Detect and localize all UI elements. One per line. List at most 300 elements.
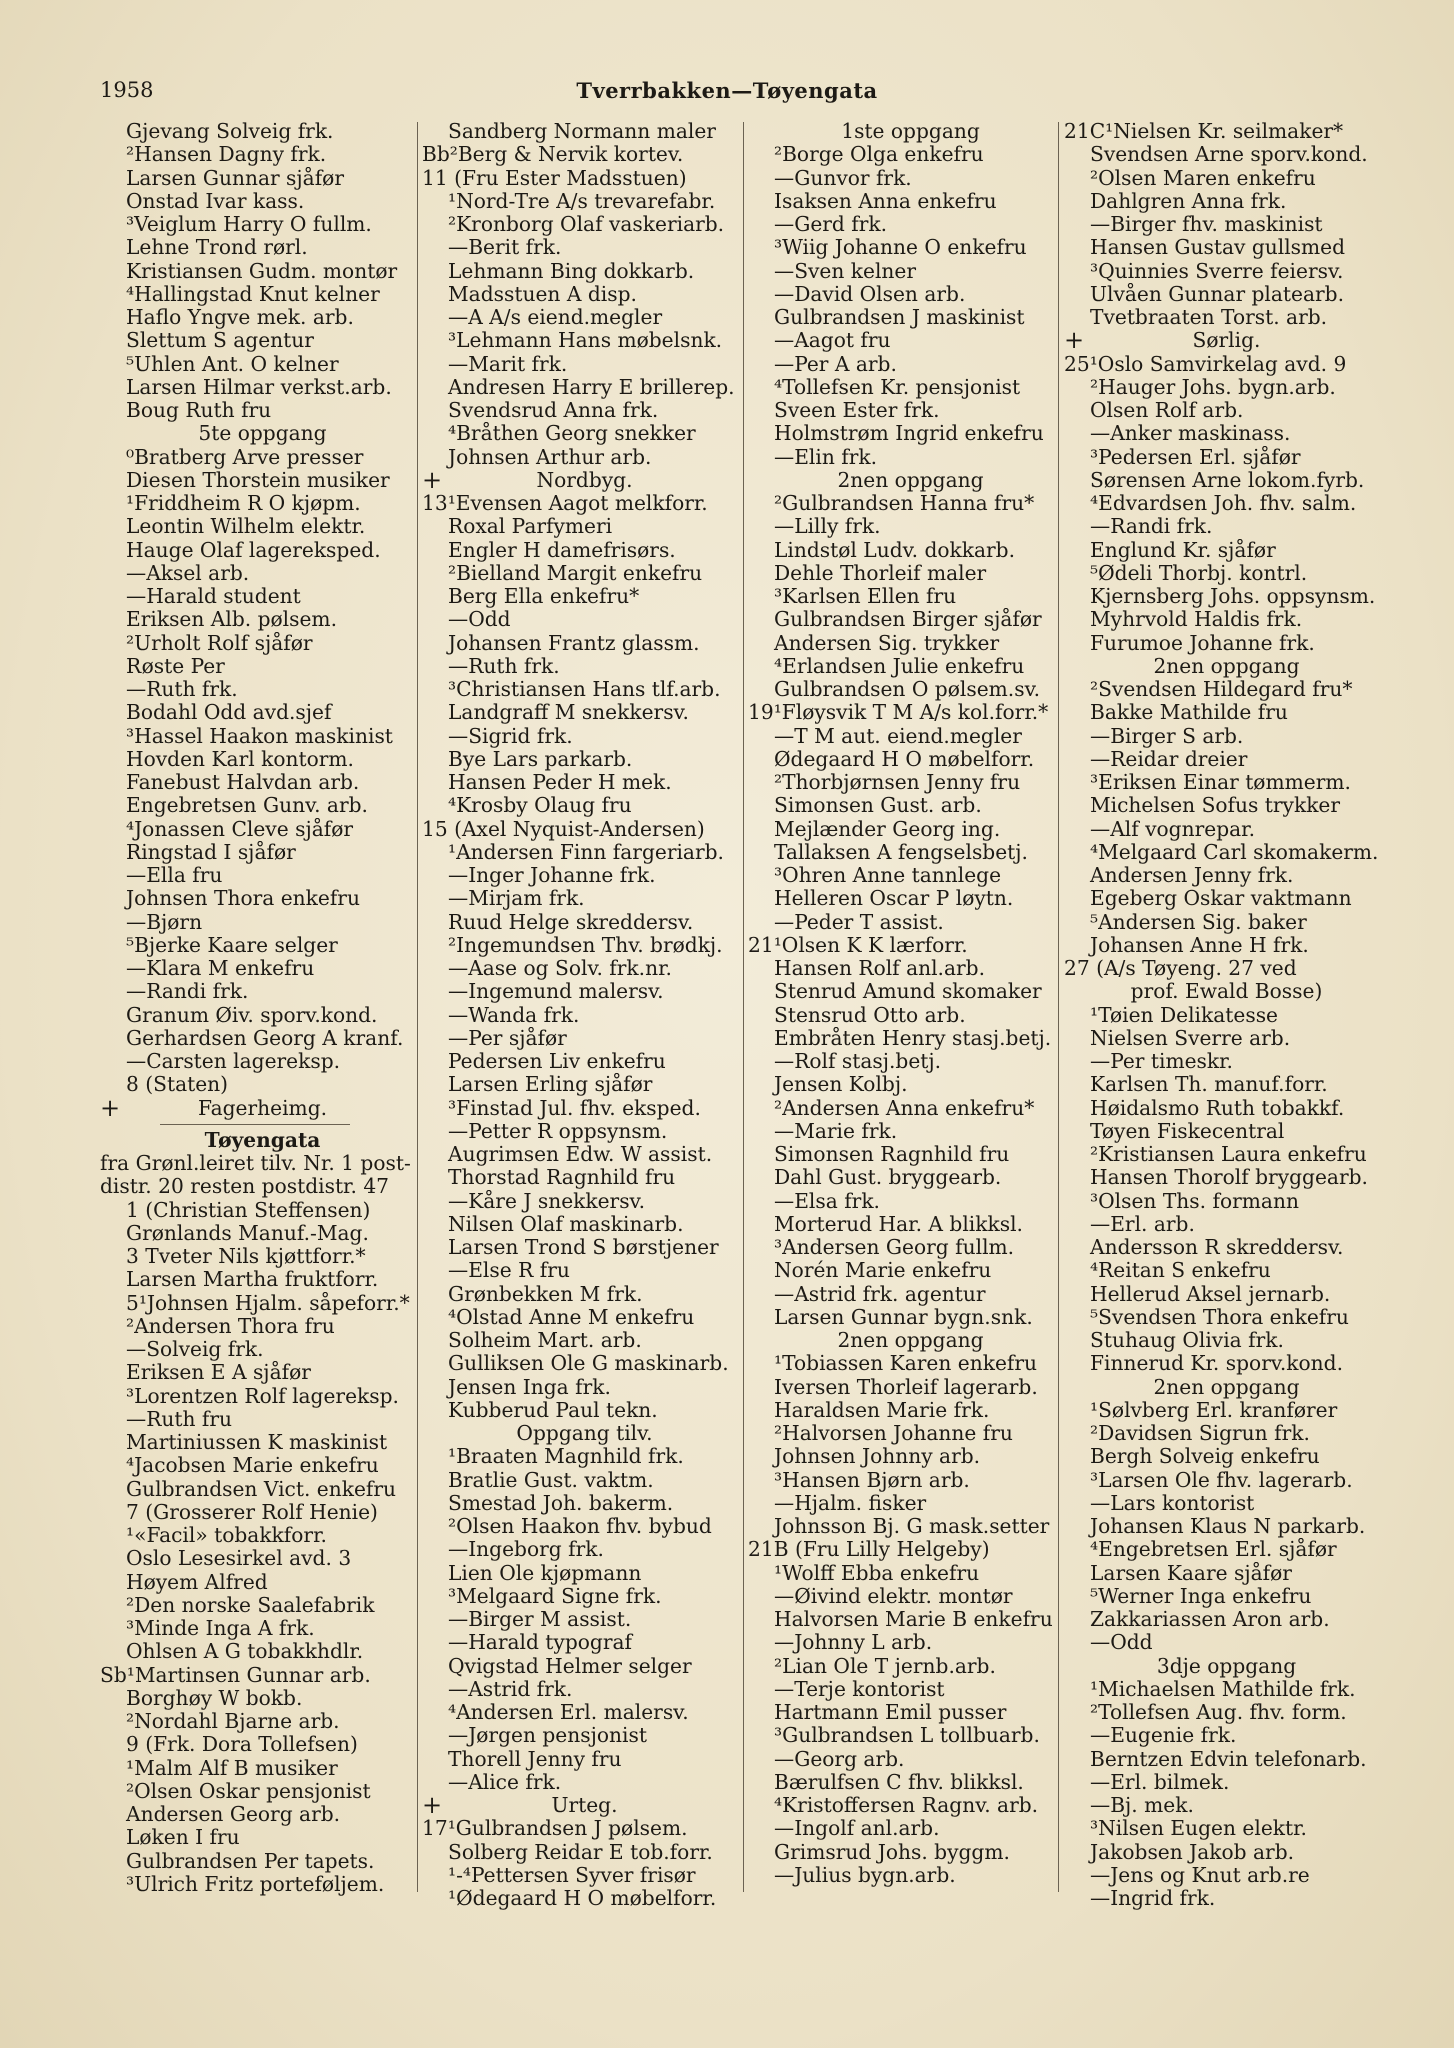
section-rule <box>160 1124 350 1125</box>
directory-entry: ³Pedersen Erl. sjåfør <box>1090 445 1301 469</box>
directory-entry: Onstad Ivar kass. <box>126 189 305 213</box>
directory-entry: Nielsen Sverre arb. <box>1090 1026 1291 1050</box>
directory-entry: Johnsen Thora enkefru <box>126 887 360 911</box>
directory-entry: 3 Tveter Nils kjøttforr.* <box>126 1245 366 1268</box>
cross-street <box>1064 329 1389 352</box>
directory-entry: Eriksen E A sjåfør <box>126 1361 311 1385</box>
directory-entry: —Lars kontorist <box>1090 1491 1255 1515</box>
directory-entry: —Julius bygn.arb. <box>774 1863 956 1887</box>
directory-entry: Tallaksen A fengselsbetj. <box>774 840 1028 864</box>
directory-entry: ³Minde Inga A frk. <box>126 1617 315 1640</box>
directory-entry: ¹Nord-Tre A/s trevarefabr. <box>448 189 716 213</box>
directory-entry: —Solveig frk. <box>126 1338 264 1361</box>
directory-column-1 <box>100 120 425 1910</box>
directory-entry: Boug Ruth fru <box>126 399 272 422</box>
directory-entry: ⁴Bråthen Georg snekker <box>448 422 696 446</box>
directory-entry: —Odd <box>448 608 511 632</box>
directory-entry: Furumoe Johanne frk. <box>1090 631 1315 655</box>
directory-entry: ²Gulbrandsen Hanna fru* <box>774 492 1035 515</box>
directory-entry: —Inger Johanne frk. <box>448 864 656 887</box>
directory-entry: Stensrud Otto arb. <box>774 1003 966 1027</box>
directory-entry: Pedersen Liv enkefru <box>448 1050 666 1073</box>
directory-entry: —Hjalm. fisker <box>774 1491 927 1515</box>
directory-entry: Larsen Martha fruktforr. <box>126 1268 379 1292</box>
directory-entry: ²Andersen Thora fru <box>126 1314 335 1338</box>
directory-entry: Helleren Oscar P løytn. <box>774 887 1014 911</box>
directory-entry: Larsen Trond S børstjener <box>448 1236 719 1259</box>
directory-entry: ²Nordahl Bjarne arb. <box>126 1710 340 1733</box>
directory-entry: Jensen Inga frk. <box>448 1375 611 1399</box>
street-heading: Tøyengata <box>204 1128 321 1152</box>
directory-entry: —Odd <box>1090 1631 1153 1655</box>
directory-entry: Bye Lars parkarb. <box>448 747 633 771</box>
directory-entry: ³Hansen Bjørn arb. <box>774 1468 970 1492</box>
directory-entry: Hovden Karl kontorm. <box>126 747 354 771</box>
directory-entry: —Jørgen pensjonist <box>448 1724 647 1748</box>
directory-entry: Kubberud Paul tekn. <box>448 1398 658 1422</box>
directory-entry: Thorstad Ragnhild fru <box>448 1166 676 1190</box>
directory-entry: ⁴Jonassen Cleve sjåfør <box>126 817 354 841</box>
stairwell-heading: 1ste oppgang <box>841 120 980 143</box>
directory-entry: —Johnny L arb. <box>774 1631 933 1655</box>
directory-entry: ¹Tøien Delikatesse <box>1090 1003 1279 1027</box>
directory-entry: ³Gulbrandsen L tollbuarb. <box>774 1724 1040 1748</box>
directory-entry: Tvetbraaten Torst. arb. <box>1090 306 1328 329</box>
directory-entry: 1 (Christian Steffensen) <box>126 1198 371 1222</box>
directory-entry: —Ingrid frk. <box>1090 1887 1216 1910</box>
directory-entry: Jakobsen Jakob arb. <box>1090 1840 1295 1864</box>
directory-entry: ¹-⁴Pettersen Syver frisør <box>448 1863 696 1887</box>
directory-entry: Grønlands Manuf.-Mag. <box>126 1221 369 1245</box>
directory-entry: Engler H damefrisørs. <box>448 538 676 562</box>
directory-entry: ²Olsen Maren enkefru <box>1090 166 1316 190</box>
directory-entry: —Birger S arb. <box>1090 724 1244 748</box>
directory-entry: —Reidar dreier <box>1090 747 1248 771</box>
directory-entry: —Alice frk. <box>448 1770 562 1794</box>
page-number: 1958 <box>100 78 154 102</box>
directory-entry: —Aase og Solv. frk.nr. <box>448 957 672 980</box>
directory-entry: ¹Friddheim R O kjøpm. <box>126 492 361 515</box>
directory-entry: —Else R fru <box>448 1259 570 1283</box>
directory-entry: Johansen Anne H frk. <box>1090 933 1309 957</box>
directory-entry: Dehle Thorleif maler <box>774 561 987 585</box>
directory-entry: Bergh Solveig enkefru <box>1090 1445 1320 1469</box>
page-header <box>0 78 1454 114</box>
directory-entry: ³Veiglum Harry O fullm. <box>126 213 372 236</box>
directory-entry: Røste Per <box>126 654 225 678</box>
cross-street-icon: + <box>100 1096 121 1120</box>
directory-entry: ²Kristiansen Laura enkefru <box>1090 1143 1367 1166</box>
cross-street <box>422 1794 747 1817</box>
directory-entry: Svendsen Arne sporv.kond. <box>1090 143 1368 167</box>
address-entry: 19¹Fløysvik T M A/s kol.forr.* <box>748 701 1049 725</box>
address-entry: fra Grønl.leiret tilv. Nr. 1 post- <box>100 1152 411 1175</box>
directory-entry: —A A/s eiend.megler <box>448 306 663 329</box>
cross-street-icon: + <box>1064 329 1085 353</box>
directory-entry: —Birger M assist. <box>448 1608 632 1631</box>
address-entry: 21C¹Nielsen Kr. seilmaker* <box>1064 120 1344 143</box>
directory-entry: ²Borge Olga enkefru <box>774 143 984 167</box>
directory-entry: ¹Malm Alf B musiker <box>126 1756 338 1780</box>
stairwell-heading: 5te oppgang <box>198 422 327 446</box>
stairwell-heading: 2nen oppgang <box>837 1329 984 1352</box>
directory-entry: —Erl. bilmek. <box>1090 1770 1230 1794</box>
address-entry: Sb¹Martinsen Gunnar arb. <box>100 1663 371 1687</box>
directory-entry: —Bj. mek. <box>1090 1794 1194 1817</box>
directory-entry: Stuhaug Olivia frk. <box>1090 1329 1284 1352</box>
directory-entry: —Ruth fru <box>126 1407 233 1431</box>
directory-entry: Sandberg Normann maler <box>448 120 716 143</box>
directory-entry: Larsen Gunnar sjåfør <box>126 166 344 190</box>
directory-entry: —Gerd frk. <box>774 213 888 236</box>
directory-entry: ²Olsen Haakon fhv. bybud <box>448 1515 712 1538</box>
directory-entry: Myhrvold Haldis frk. <box>1090 608 1303 632</box>
directory-entry: Granum Øiv. sporv.kond. <box>126 1003 378 1027</box>
directory-entry: Solberg Reidar E tob.forr. <box>448 1840 713 1864</box>
directory-entry: —Erl. arb. <box>1090 1212 1195 1236</box>
directory-entry: ⁴Edvardsen Joh. fhv. salm. <box>1090 492 1357 515</box>
directory-entry: —Ruth frk. <box>126 678 238 701</box>
stairwell-heading: prof. Ewald Bosse) <box>1130 980 1323 1004</box>
directory-entry: ¹Andersen Finn fargeriarb. <box>448 840 724 864</box>
directory-entry: ²Den norske Saalefabrik <box>126 1593 375 1617</box>
directory-entry: ³Olsen Ths. formann <box>1090 1189 1299 1213</box>
directory-entry: Gulbrandsen J maskinist <box>774 306 1025 329</box>
directory-entry: Haflo Yngve mek. arb. <box>126 306 354 329</box>
directory-entry: Morterud Har. A blikksl. <box>774 1212 1023 1236</box>
directory-entry: ⁰Bratberg Arve presser <box>126 445 364 469</box>
directory-entry: Ohlsen A G tobakkhdlr. <box>126 1640 364 1664</box>
directory-entry: ¹Wolff Ebba enkefru <box>774 1561 980 1585</box>
directory-entry: Bakke Mathilde fru <box>1090 701 1288 725</box>
directory-entry: Eriksen Alb. pølsem. <box>126 608 337 632</box>
directory-entry: Larsen Gunnar bygn.snk. <box>774 1305 1033 1329</box>
directory-entry: Gulbrandsen O pølsem.sv. <box>774 678 1040 701</box>
directory-entry: Hansen Thorolf bryggearb. <box>1090 1166 1368 1190</box>
directory-entry: Egeberg Oskar vaktmann <box>1090 887 1352 911</box>
directory-entry: ³Wiig Johanne O enkefru <box>774 236 1027 260</box>
directory-entry: Svendsrud Anna frk. <box>448 399 659 422</box>
address-entry: 11 (Fru Ester Madsstuen) <box>422 166 687 190</box>
directory-entry: Englund Kr. sjåfør <box>1090 538 1276 562</box>
directory-entry: —Sven kelner <box>774 259 917 283</box>
directory-entry: Johansen Frantz glassm. <box>448 631 700 655</box>
directory-entry: ³Larsen Ole fhv. lagerarb. <box>1090 1468 1353 1492</box>
directory-column-4 <box>1064 120 1389 1910</box>
directory-entry: ⁴Reitan S enkefru <box>1090 1259 1271 1283</box>
directory-entry: Halvorsen Marie B enkefru <box>774 1608 1053 1631</box>
directory-entry: —Berit frk. <box>448 236 562 260</box>
directory-entry: ⁴Jacobsen Marie enkefru <box>126 1454 379 1478</box>
directory-entry: Lehmann Bing dokkarb. <box>448 259 695 283</box>
directory-entry: Madsstuen A disp. <box>448 282 637 306</box>
directory-entry: Landgraff M snekkersv. <box>448 701 689 725</box>
directory-entry: Ulvåen Gunnar platearb. <box>1090 282 1345 306</box>
directory-entry: Johnsen Johnny arb. <box>774 1445 981 1469</box>
directory-entry: Oslo Lesesirkel avd. 3 <box>126 1547 352 1571</box>
stairwell-heading: 2nen oppgang <box>1153 654 1300 678</box>
directory-entry: ⁵Bjerke Kaare selger <box>126 933 338 957</box>
directory-entry: ²Ingemundsen Thv. brødkj. <box>448 933 723 957</box>
directory-entry: Ruud Helge skreddersv. <box>448 910 694 934</box>
directory-entry: Sveen Ester frk. <box>774 399 940 422</box>
directory-entry: —Mirjam frk. <box>448 887 585 911</box>
directory-entry: ⁴Olstad Anne M enkefru <box>448 1305 695 1329</box>
directory-entry: —Bjørn <box>126 910 203 934</box>
directory-entry: ¹Tobiassen Karen enkefru <box>774 1352 1038 1376</box>
directory-entry: —Wanda frk. <box>448 1003 580 1027</box>
directory-entry: ³Christiansen Hans tlf.arb. <box>448 678 721 701</box>
directory-entry: Hansen Peder H mek. <box>448 771 672 794</box>
directory-entry: —Eugenie frk. <box>1090 1724 1237 1748</box>
directory-entry: Andersen Georg arb. <box>126 1803 341 1826</box>
address-entry: 15 (Axel Nyquist-Andersen) <box>422 817 705 841</box>
directory-entry: 7 (Grosserer Rolf Henie) <box>126 1500 378 1524</box>
directory-entry: —Ruth frk. <box>448 654 560 678</box>
directory-entry: ¹Braaten Magnhild frk. <box>448 1445 684 1469</box>
directory-entry: —Per timeskr. <box>1090 1050 1233 1073</box>
directory-entry: —Anker maskinass. <box>1090 422 1291 446</box>
directory-entry: ²Kronborg Olaf vaskeriarb. <box>448 213 725 236</box>
directory-entry: ²Davidsen Sigrun frk. <box>1090 1422 1310 1445</box>
directory-entry: ¹Michaelsen Mathilde frk. <box>1090 1677 1356 1701</box>
directory-entry: Jensen Kolbj. <box>774 1073 908 1097</box>
directory-entry: ²Halvorsen Johanne fru <box>774 1422 1013 1445</box>
directory-entry: Andresen Harry E brillerep. <box>448 375 735 399</box>
directory-entry: ³Andersen Georg fullm. <box>774 1236 1015 1259</box>
directory-entry: —Aagot fru <box>774 329 891 353</box>
directory-entry: Mejlænder Georg ing. <box>774 817 1001 841</box>
address-entry: 13¹Evensen Aagot melkforr. <box>422 492 708 515</box>
directory-entry: Iversen Thorleif lagerarb. <box>774 1375 1038 1399</box>
directory-entry: —Astrid frk. <box>448 1677 573 1701</box>
directory-entry: ²Svendsen Hildegard fru* <box>1090 678 1353 701</box>
directory-entry: Høidalsmo Ruth tobakkf. <box>1090 1096 1345 1120</box>
directory-entry: —Per A arb. <box>774 352 897 376</box>
directory-entry: Smestad Joh. bakerm. <box>448 1491 674 1515</box>
page-title: Tverrbakken—Tøyengata <box>576 78 878 103</box>
directory-entry: —Jens og Knut arb.re <box>1090 1863 1310 1887</box>
directory-entry: Johansen Klaus N parkarb. <box>1090 1515 1366 1538</box>
directory-entry: —Ingolf anl.arb. <box>774 1817 940 1841</box>
directory-entry: Borghøy W bokb. <box>126 1686 303 1710</box>
directory-entry: —Petter R oppsynsm. <box>448 1119 668 1143</box>
directory-entry: Norén Marie enkefru <box>774 1259 992 1283</box>
directory-entry: ¹«Facil» tobakkforr. <box>126 1524 327 1547</box>
directory-entry: Høyem Alfred <box>126 1570 268 1594</box>
directory-entry: —Georg arb. <box>774 1747 905 1771</box>
stairwell-heading: Oppgang tilv. <box>516 1422 653 1445</box>
directory-entry: ⁵Werner Inga enkefru <box>1090 1584 1312 1608</box>
directory-entry: ²Andersen Anna enkefru* <box>774 1096 1035 1120</box>
directory-entry: Augrimsen Edw. W assist. <box>448 1143 713 1166</box>
directory-entry: —Øivind elektr. montør <box>774 1584 1013 1608</box>
directory-entry: ⁴Andersen Erl. malersv. <box>448 1701 689 1724</box>
directory-entry: —Klara M enkefru <box>126 957 315 980</box>
directory-entry: Gerhardsen Georg A kranf. <box>126 1026 404 1050</box>
directory-entry: Hartmann Emil pusser <box>774 1701 1007 1724</box>
directory-entry: ¹Ødegaard H O møbelforr. <box>448 1887 717 1910</box>
directory-entry: Berg Ella enkefru* <box>448 585 640 608</box>
directory-entry: 5¹Johnsen Hjalm. såpeforr.* <box>126 1291 410 1315</box>
directory-entry: Grimsrud Johs. byggm. <box>774 1840 1010 1864</box>
directory-entry: ⁵Andersen Sig. baker <box>1090 910 1307 934</box>
directory-entry: Simonsen Ragnhild fru <box>774 1143 1010 1166</box>
directory-entry: —Ella fru <box>126 864 223 887</box>
cross-street-name: Fagerheimg. <box>197 1096 328 1120</box>
directory-entry: ²Tollefsen Aug. fhv. form. <box>1090 1701 1347 1724</box>
directory-entry: Andersen Jenny frk. <box>1090 864 1294 887</box>
address-entry: 21B (Fru Lilly Helgeby) <box>748 1538 990 1562</box>
directory-entry: ⁵Ødeli Thorbj. kontrl. <box>1090 561 1308 585</box>
directory-entry: ⁴Hallingstad Knut kelner <box>126 282 380 306</box>
directory-entry: ²Thorbjørnsen Jenny fru <box>774 771 1021 794</box>
directory-entry: —Per sjåfør <box>448 1026 567 1050</box>
directory-entry: ³Ulrich Fritz porteføljem. <box>126 1872 385 1896</box>
directory-entry: Johnsson Bj. G mask.setter <box>774 1515 1050 1538</box>
directory-column-2 <box>422 120 747 1910</box>
cross-street-name: Urteg. <box>551 1794 618 1817</box>
directory-entry: ³Lehmann Hans møbelsnk. <box>448 329 723 353</box>
directory-entry: Larsen Hilmar verkst.arb. <box>126 375 392 399</box>
directory-entry: ²Bielland Margit enkefru <box>448 561 703 585</box>
directory-entry: ⁴Erlandsen Julie enkefru <box>774 654 1025 678</box>
directory-entry: Sørensen Arne lokom.fyrb. <box>1090 468 1365 492</box>
directory-entry: Larsen Kaare sjåfør <box>1090 1561 1292 1585</box>
directory-entry: —Astrid frk. agentur <box>774 1282 986 1306</box>
directory-entry: —Rolf stasj.betj. <box>774 1050 942 1073</box>
directory-entry: Hauge Olaf lagereksped. <box>126 538 381 562</box>
directory-entry: Isaksen Anna enkefru <box>774 189 997 213</box>
directory-entry: —Alf vognrepar. <box>1090 817 1255 841</box>
address-entry: 25¹Oslo Samvirkelag avd. 9 <box>1064 352 1347 376</box>
directory-entry: Grønbekken M frk. <box>448 1282 643 1306</box>
directory-entry: Gulbrandsen Per tapets. <box>126 1849 375 1873</box>
directory-entry: Gulliksen Ole G maskinarb. <box>448 1352 729 1376</box>
directory-entry: Hansen Rolf anl.arb. <box>774 957 986 980</box>
directory-entry: Dahl Gust. bryggearb. <box>774 1166 1002 1190</box>
directory-entry: —Kåre J snekkersv. <box>448 1189 645 1213</box>
directory-entry: Simonsen Gust. arb. <box>774 794 982 818</box>
directory-entry: Roxal Parfymeri <box>448 515 613 539</box>
directory-entry: Haraldsen Marie frk. <box>774 1398 990 1422</box>
address-entry: distr. 20 resten postdistr. 47 <box>100 1175 390 1199</box>
directory-entry: Lien Ole kjøpmann <box>448 1561 642 1585</box>
directory-entry: Ringstad I sjåfør <box>126 840 296 864</box>
directory-entry: —T M aut. eiend.megler <box>774 724 1022 748</box>
directory-entry: Nilsen Olaf maskinarb. <box>448 1212 684 1236</box>
directory-entry: ³Karlsen Ellen fru <box>774 585 957 608</box>
directory-entry: Lehne Trond rørl. <box>126 236 308 260</box>
cross-street-icon: + <box>422 1794 443 1818</box>
cross-street-name: Sørlig. <box>1192 329 1261 353</box>
directory-entry: 8 (Staten) <box>126 1073 229 1097</box>
directory-entry: Lindstøl Ludv. dokkarb. <box>774 538 1016 562</box>
directory-entry: Kjernsberg Johs. oppsynsm. <box>1090 585 1376 608</box>
directory-entry: Bærulfsen C fhv. blikksl. <box>774 1770 1024 1794</box>
directory-entry: ¹Sølvberg Erl. kranfører <box>1090 1398 1338 1422</box>
directory-entry: Thorell Jenny fru <box>448 1747 622 1771</box>
directory-entry: —Marie frk. <box>774 1119 898 1143</box>
cross-street-name: Nordbyg. <box>536 468 633 492</box>
directory-entry: Berntzen Edvin telefonarb. <box>1090 1747 1367 1771</box>
directory-entry: ³Melgaard Signe frk. <box>448 1584 662 1608</box>
directory-entry: ²Hansen Dagny frk. <box>126 143 327 167</box>
directory-entry: —Lilly frk. <box>774 515 881 539</box>
stairwell-heading: 2nen oppgang <box>1153 1375 1300 1399</box>
directory-entry: —Peder T assist. <box>774 910 944 934</box>
directory-entry: ²Olsen Oskar pensjonist <box>126 1779 371 1803</box>
directory-entry: ⁴Tollefsen Kr. pensjonist <box>774 375 1021 399</box>
directory-entry: ⁵Svendsen Thora enkefru <box>1090 1305 1349 1329</box>
directory-entry: Bodahl Odd avd.sjef <box>126 701 332 725</box>
directory-entry: Ødegaard H O møbelforr. <box>774 747 1035 771</box>
directory-entry: —Randi frk. <box>126 980 249 1004</box>
directory-entry: —Harald typograf <box>448 1631 632 1655</box>
directory-entry: ³Nilsen Eugen elektr. <box>1090 1817 1307 1841</box>
cross-street <box>100 1097 425 1120</box>
directory-column-3 <box>748 120 1073 1910</box>
directory-entry: Hansen Gustav gullsmed <box>1090 236 1346 260</box>
directory-entry: ⁴Engebretsen Erl. sjåfør <box>1090 1538 1337 1562</box>
directory-entry: Engebretsen Gunv. arb. <box>126 794 368 818</box>
directory-entry: —Terje kontorist <box>774 1677 945 1701</box>
directory-entry: Gulbrandsen Birger sjåfør <box>774 608 1042 632</box>
directory-entry: Slettum S agentur <box>126 329 314 353</box>
directory-entry: Finnerud Kr. sporv.kond. <box>1090 1352 1343 1376</box>
directory-entry: —Elin frk. <box>774 445 878 469</box>
directory-entry: ³Quinnies Sverre feiersv. <box>1090 259 1344 283</box>
directory-entry: Solheim Mart. arb. <box>448 1329 642 1352</box>
directory-entry: Qvigstad Helmer selger <box>448 1654 692 1678</box>
cross-street <box>422 469 747 492</box>
stairwell-heading: 3dje oppgang <box>1156 1654 1297 1678</box>
directory-entry: Larsen Erling sjåfør <box>448 1073 653 1097</box>
directory-entry: Olsen Rolf arb. <box>1090 399 1244 422</box>
directory-entry: —David Olsen arb. <box>774 282 966 306</box>
directory-entry: Hellerud Aksel jernarb. <box>1090 1282 1331 1306</box>
directory-entry: ²Urholt Rolf sjåfør <box>126 631 313 655</box>
directory-entry: Gulbrandsen Vict. enkefru <box>126 1477 397 1501</box>
directory-entry: Kristiansen Gudm. montør <box>126 259 398 283</box>
address-entry: 17¹Gulbrandsen J pølsem. <box>422 1817 688 1841</box>
directory-entry: Michelsen Sofus trykker <box>1090 794 1341 818</box>
directory-entry: —Gunvor frk. <box>774 166 912 190</box>
directory-entry: ²Lian Ole T jernb.arb. <box>774 1654 996 1678</box>
directory-entry: ⁴Kristoffersen Ragnv. arb. <box>774 1794 1039 1817</box>
directory-entry: Andersen Sig. trykker <box>774 631 1000 655</box>
directory-entry: ⁵Uhlen Ant. O kelner <box>126 352 339 376</box>
directory-entry: Leontin Wilhelm elektr. <box>126 515 366 539</box>
directory-entry: Løken I fru <box>126 1826 240 1850</box>
directory-entry: —Birger fhv. maskinist <box>1090 213 1323 236</box>
directory-entry: Gjevang Solveig frk. <box>126 120 334 143</box>
directory-entry: Stenrud Amund skomaker <box>774 980 1042 1004</box>
directory-entry: —Sigrid frk. <box>448 724 573 748</box>
address-entry: Bb²Berg & Nervik kortev. <box>422 143 684 167</box>
directory-entry: —Marit frk. <box>448 352 568 376</box>
directory-entry: —Harald student <box>126 585 301 608</box>
directory-entry: Diesen Thorstein musiker <box>126 468 390 492</box>
directory-entry: ³Finstad Jul. fhv. eksped. <box>448 1096 701 1120</box>
directory-entry: Tøyen Fiskecentral <box>1090 1119 1285 1143</box>
directory-entry: Dahlgren Anna frk. <box>1090 189 1287 213</box>
directory-entry: ³Lorentzen Rolf lagereksp. <box>126 1384 399 1408</box>
directory-entry: —Ingemund malersv. <box>448 980 664 1004</box>
directory-entry: ⁴Melgaard Carl skomakerm. <box>1090 840 1379 864</box>
address-entry: 21¹Olsen K K lærforr. <box>748 933 968 957</box>
directory-entry: ³Hassel Haakon maskinist <box>126 724 393 748</box>
